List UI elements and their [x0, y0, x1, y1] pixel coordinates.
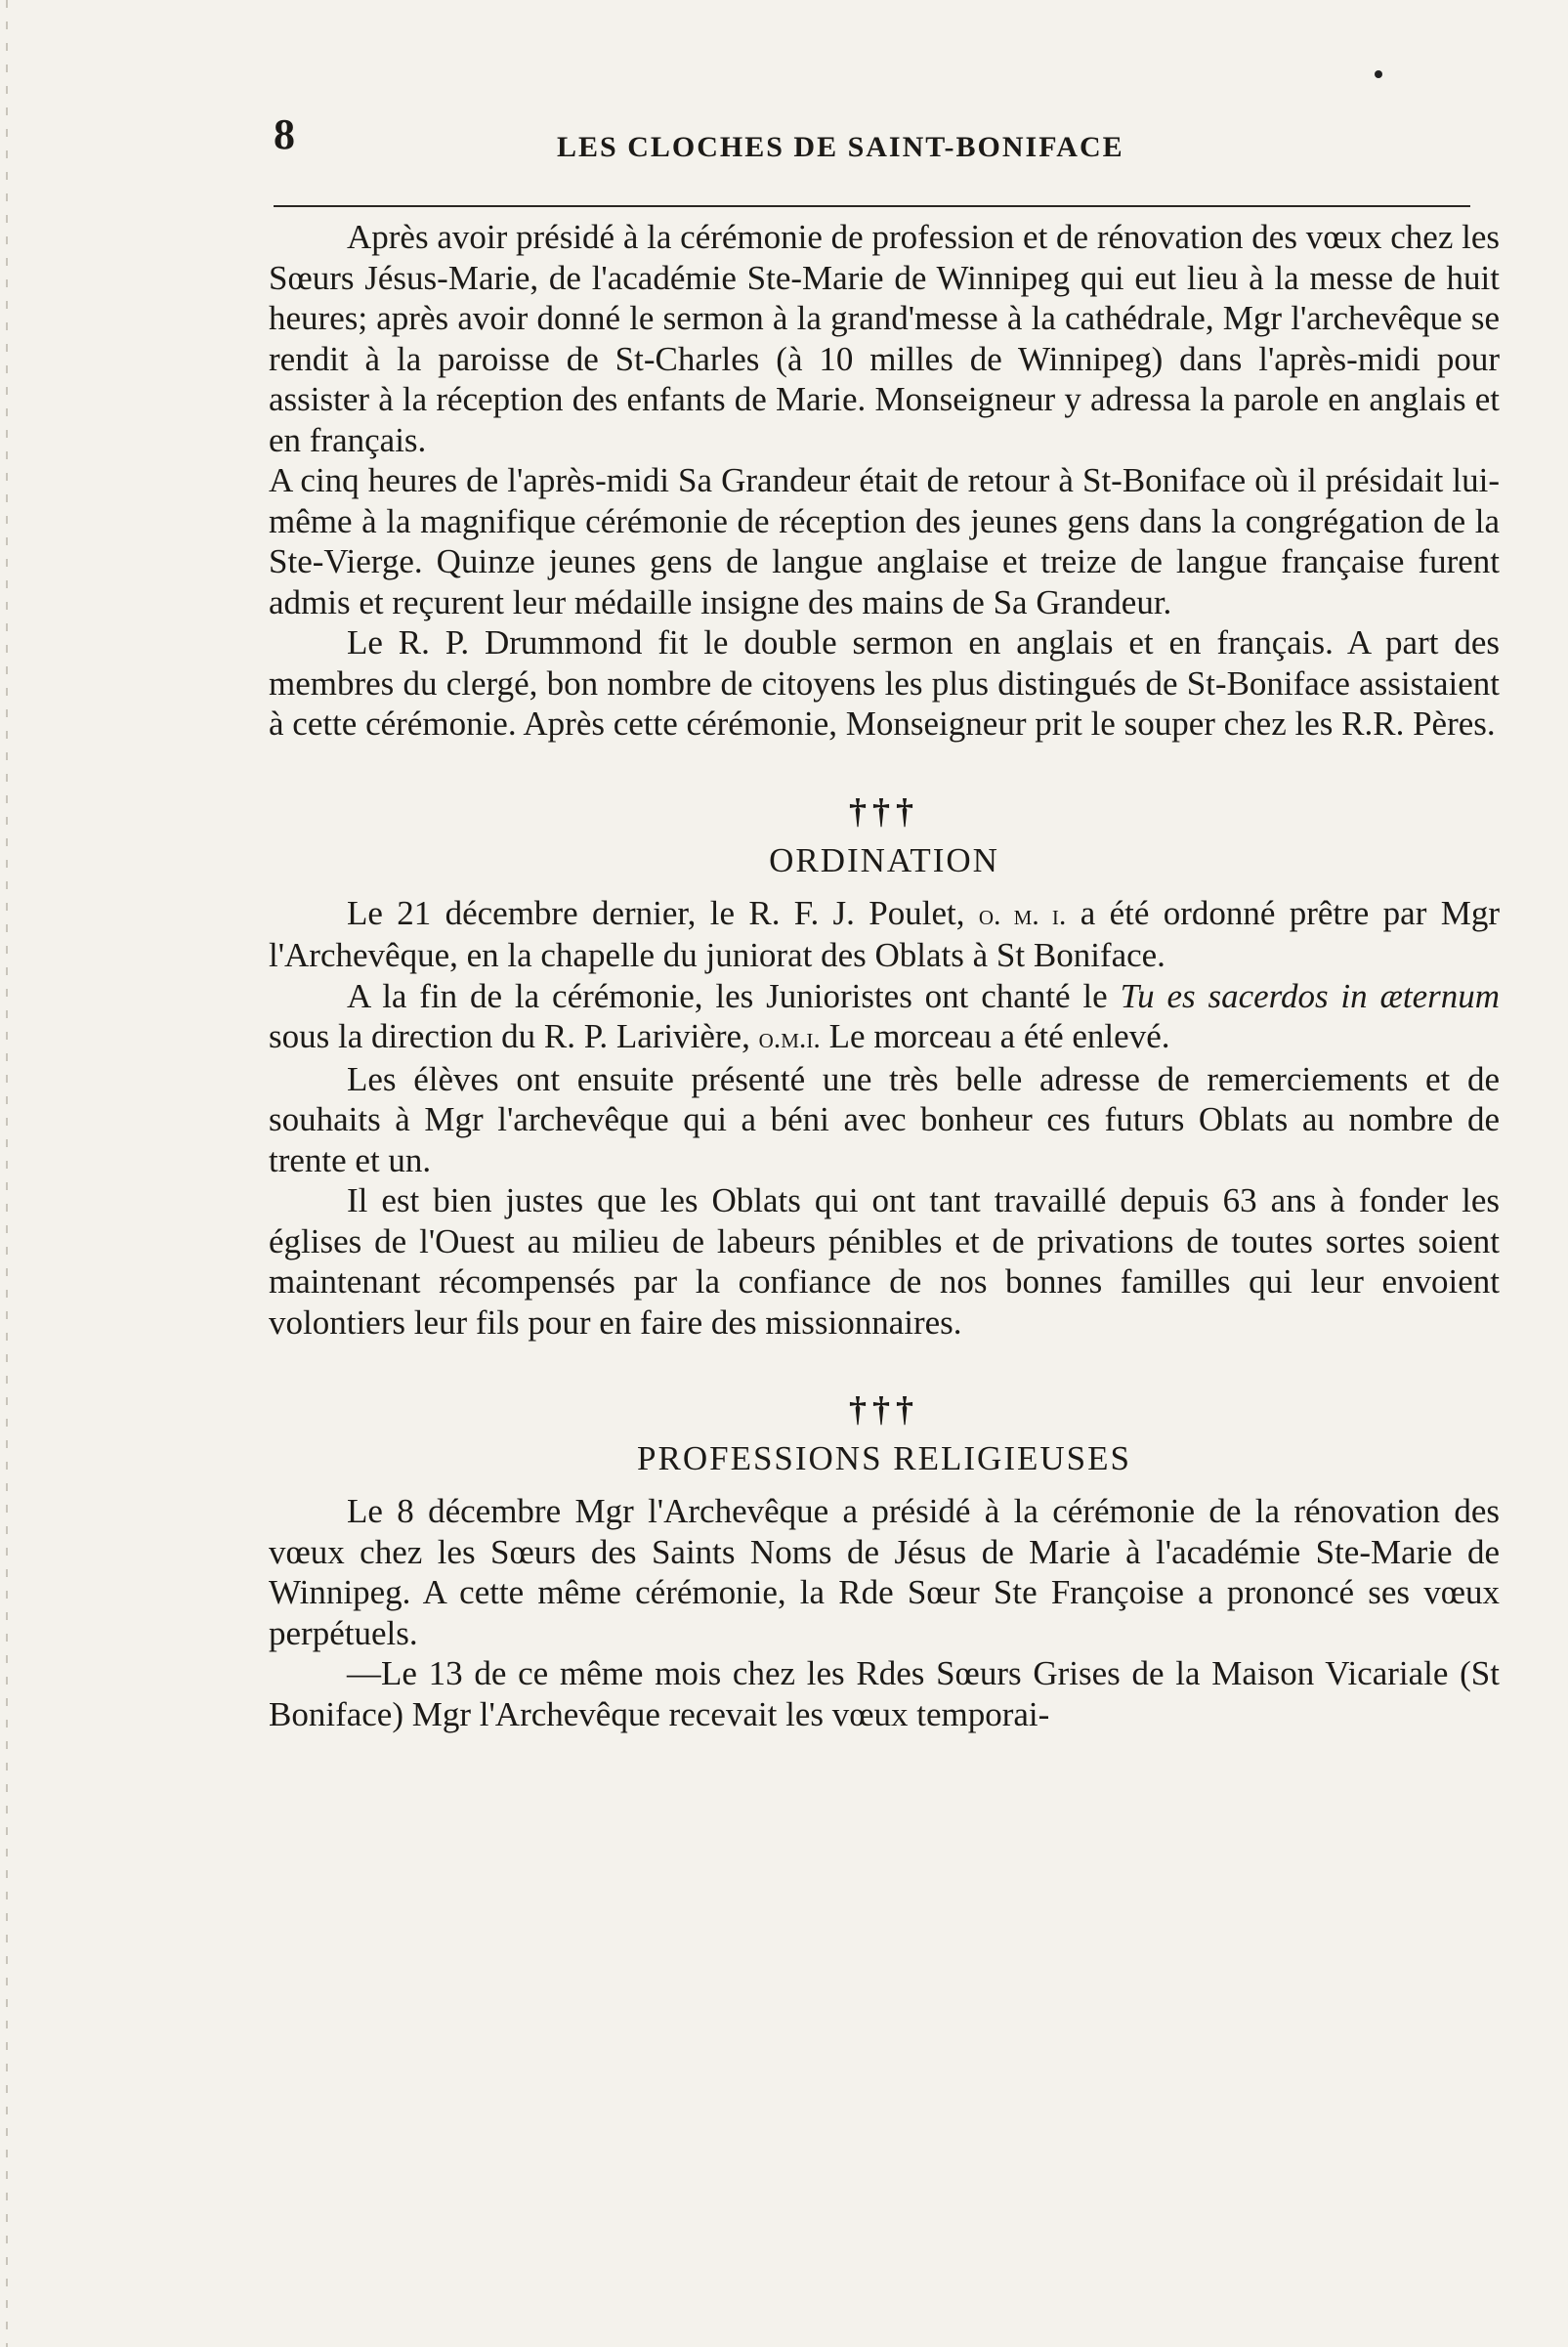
paragraph-text: A la fin de la cérémonie, les Junioristes ont chanté le	[347, 976, 1108, 1015]
paragraph	[269, 893, 1500, 976]
hymn-title: Tu es sacerdos in æternum	[1120, 976, 1501, 1015]
section-separator: †††	[849, 1389, 919, 1429]
ink-speck	[1375, 70, 1382, 78]
order-abbreviation: o. m. i.	[978, 898, 1067, 931]
paragraph: Les élèves ont ensuite présenté une très belle adresse de remerciements et de souhaits à Mgr l'archevêque qui a béni avec bonheur ces futurs Oblats au nombre de trente et un.	[269, 1059, 1500, 1179]
paragraph-text: Le 21 décembre dernier, le R. F. J. Poulet,	[347, 893, 965, 932]
paragraph	[269, 976, 1500, 1059]
page-body	[269, 217, 1500, 1734]
running-head: LES CLOCHES DE SAINT-BONIFACE	[557, 131, 1124, 163]
page-header	[274, 109, 1470, 168]
paragraph: Le R. P. Drummond fit le double sermon en anglais et en français. A part des membres du clergé, bon nombre de citoyens les plus distingués de St-Boniface assistaient à cette cérémonie. Après cette cérémonie, Monseigneur prit le souper chez les R.R. Pères.	[269, 623, 1500, 743]
paragraph: Après avoir présidé à la cérémonie de profession et de rénovation des vœux chez les Sœurs Jésus-Marie, de l'académie Ste-Marie de Winnipeg qui eut lieu à la messe de huit heures; après avoir donné le sermon à la grand'messe à la cathédrale, Mgr l'archevêque se rendit à la paroisse de St-Charles (à 10 milles de Winnipeg) dans l'après-midi pour assister à la réception des enfants de Marie. Monseigneur y adressa la parole en anglais et en français.	[269, 218, 1500, 459]
paragraph: Il est bien justes que les Oblats qui ont tant travaillé depuis 63 ans à fonder les églises de l'Ouest au milieu de labeurs pénibles et de privations de toutes sortes soient maintenant récompensés par la confiance de nos bonnes familles qui leur envoient volontiers leur fils pour en faire des missionnaires.	[269, 1181, 1500, 1342]
order-abbreviation: o.m.i.	[758, 1022, 821, 1054]
header-rule	[274, 205, 1470, 207]
paragraph-text: a été ordonné prêtre par Mgr l'Archevêque, en la chapelle du juniorat des Oblats à St Boniface.	[269, 893, 1500, 974]
paragraph: A cinq heures de l'après-midi Sa Grandeur était de retour à St-Boniface où il présidait lui-même à la magnifique cérémonie de réception des jeunes gens dans la congrégation de la Ste-Vierge. Quinze jeunes gens de langue anglaise et treize de langue française furent admis et reçurent leur médaille insigne des mains de Sa Grandeur.	[269, 461, 1500, 621]
section-separator: †††	[849, 790, 919, 831]
section-title-professions: PROFESSIONS RELIGIEUSES	[637, 1439, 1131, 1477]
paragraph-text: Le morceau a été enlevé.	[828, 1017, 1170, 1055]
paragraph: Le 8 décembre Mgr l'Archevêque a présidé à la cérémonie de la rénovation des vœux chez les Sœurs des Saints Noms de Jésus de Marie à l'académie Ste-Marie de Winnipeg. A cette même cérémonie, la Rde Sœur Ste Françoise a prononcé ses vœux perpétuels.	[269, 1492, 1500, 1652]
paragraph: —Le 13 de ce même mois chez les Rdes Sœurs Grises de la Maison Vicariale (St Boniface) Mgr l'Archevêque recevait les vœux temporai-	[269, 1654, 1500, 1733]
section-title-ordination: ORDINATION	[769, 840, 999, 879]
page-edge-shadow	[6, 0, 8, 2347]
paragraph-text: sous la direction du R. P. Larivière,	[269, 1017, 750, 1055]
page-number: 8	[274, 110, 295, 158]
